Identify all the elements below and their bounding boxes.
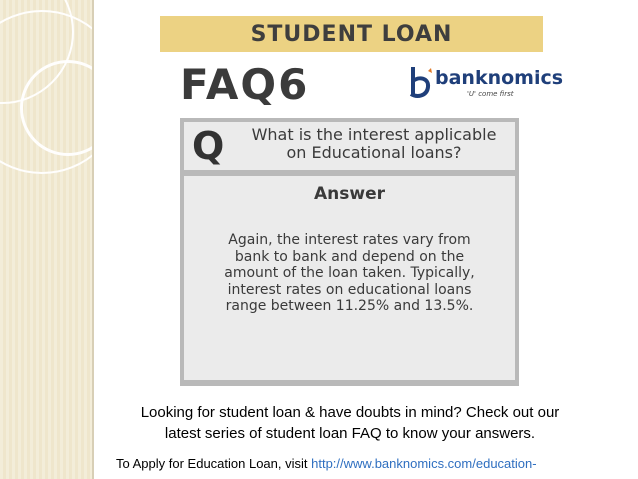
answer-title: Answer [314,184,385,204]
title-banner [160,16,543,52]
answer-line: range between 11.25% and 13.5%. [225,298,474,314]
question-text [236,126,512,162]
caption-line: Looking for student loan & have doubts in mind? Check out our [140,404,560,421]
decorative-circle [20,60,116,156]
caption-line: latest series of student loan FAQ to know your answers. [164,425,536,442]
apply-link[interactable]: http://www.banknomics.com/education- [311,456,537,471]
caption-text [110,402,590,444]
logo-name: banknomics [435,67,564,89]
faq-title: FAQ6 [180,60,310,109]
strip-divider [92,0,94,479]
faq-card [180,118,519,386]
b-logo-icon [405,65,435,103]
answer-line: interest rates on educational loans [227,281,472,298]
answer-box [184,176,515,380]
question-line: What is the interest applicable [251,125,497,144]
banknomics-logo [405,65,564,105]
left-decorative-strip [0,0,92,479]
answer-line: amount of the loan taken. Typically, [224,265,475,281]
question-line: on Educational loans? [286,143,462,162]
question-box [184,122,515,170]
question-letter: Q [192,124,225,168]
apply-prefix: To Apply for Education Loan, visit [116,456,312,471]
answer-line: Again, the interest rates vary from [228,232,471,248]
logo-tagline: 'U' come first [467,90,514,98]
answer-text [190,232,509,315]
banner-title: STUDENT LOAN [250,22,453,47]
answer-line: bank to bank and depend on the [234,248,465,265]
apply-text [116,456,537,471]
